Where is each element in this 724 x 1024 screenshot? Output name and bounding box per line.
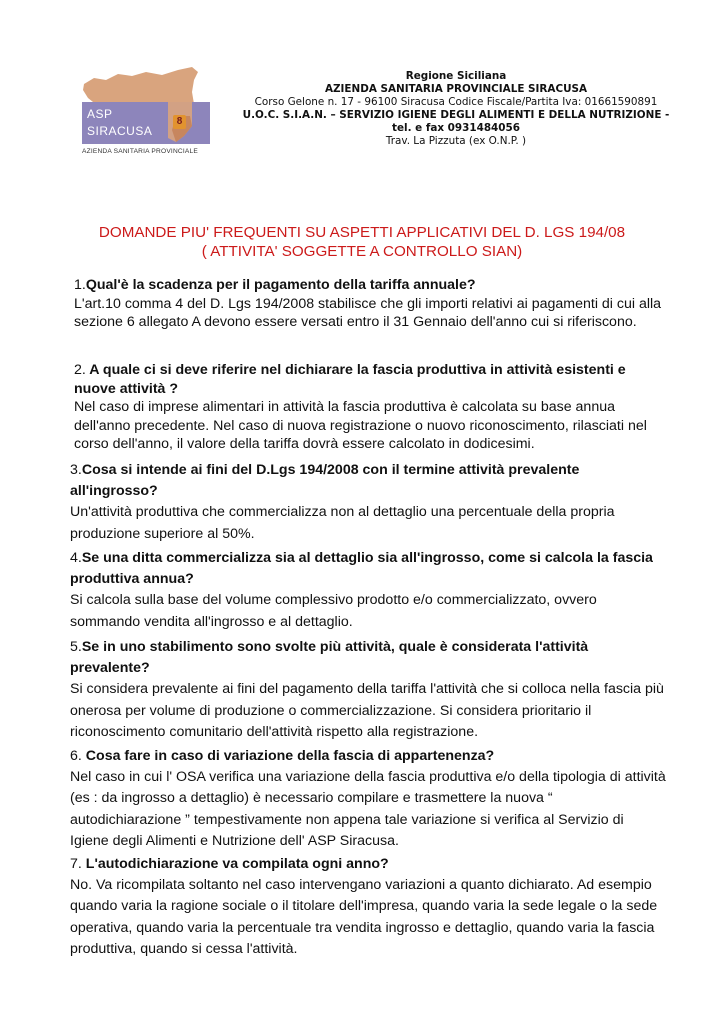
faq-answer: Nel caso in cui l' OSA verifica una variazione della fascia produttiva e/o della tipologia di attività (es : da ingrosso a dettaglio) è necessario compilare e trasmettere la nuova “ autodichiarazione ” tempestivamente non appena tale variazione si verifica al Servizio di Igiene degli Alimenti e Nutrizione dell' ASP Siracusa. — [70, 769, 666, 849]
region-name: Regione Siciliana — [405, 70, 507, 82]
faq-item-5 — [70, 637, 666, 743]
logo-tagline: AZIENDA SANITARIA PROVINCIALE — [82, 148, 198, 155]
faq-number: 2. — [74, 362, 86, 378]
faq-question-text: L'autodichiarazione va compilata ogni anno? — [85, 856, 389, 872]
faq-item-1 — [70, 276, 666, 332]
faq-question-text: Se in uno stabilimento sono svolte più attività, quale è considerata l'attività prevalente? — [70, 639, 589, 677]
page-title — [70, 223, 654, 261]
faq-item-3 — [70, 460, 666, 545]
logo-badge: 8 — [173, 115, 186, 129]
faq-question — [70, 460, 666, 502]
faq-question-text: A quale ci si deve riferire nel dichiarare la fascia produttiva in attività esistenti e nuove attività ? — [74, 362, 626, 397]
faq-item-6 — [70, 746, 666, 852]
faq-item-2 — [70, 361, 666, 454]
faq-answer: Si considera prevalente ai fini del pagamento della tariffa l'attività che si colloca nella fascia più onerosa per volume di produzione o commercializzazione. Si considera prioritario il riconoscimento comunitario dell'attività rispetto alla registrazione. — [70, 681, 664, 740]
logo-line-1: ASP — [87, 107, 113, 121]
faq-question — [70, 361, 666, 398]
phone-number: tel. e fax 0931484056 — [392, 122, 520, 134]
faq-number: 4. — [70, 550, 82, 566]
faq-item-4 — [70, 548, 666, 633]
faq-item-7 — [70, 854, 666, 960]
title-line-2: ( ATTIVITA' SOGGETTE A CONTROLLO SIAN) — [201, 243, 523, 260]
faq-number: 6. — [70, 748, 82, 764]
faq-answer: Un'attività produttiva che commercializza non al dettaglio una percentuale della propria produzione superiore al 50%. — [70, 504, 615, 542]
faq-question-text: Qual'è la scadenza per il pagamento della tariffa annuale? — [85, 277, 476, 293]
faq-number: 5. — [70, 639, 82, 655]
logo-line-2: SIRACUSA — [87, 124, 153, 138]
agency-name: AZIENDA SANITARIA PROVINCIALE SIRACUSA — [324, 83, 588, 95]
faq-question — [70, 854, 666, 875]
faq-answer: Nel caso di imprese alimentari in attività la fascia produttiva è calcolata su base annua dell'anno precedente. Nel caso di nuova registrazione o nuovo riconoscimento, rilasciati nel corso dell'anno, il valore della tariffa dovrà essere calcolato in dodicesimi. — [74, 399, 647, 453]
faq-question-text: Se una ditta commercializza sia al dettaglio sia all'ingrosso, come si calcola la fascia produttiva annua? — [70, 550, 653, 588]
faq-answer: L'art.10 comma 4 del D. Lgs 194/2008 stabilisce che gli importi relativi ai pagamenti di cui alla sezione 6 allegato A devono essere versati entro il 31 Gennaio dell'anno cui si riferiscono. — [74, 295, 662, 331]
title-line-1: DOMANDE PIU' FREQUENTI SU ASPETTI APPLICATIVI DEL D. LGS 194/08 — [98, 224, 626, 241]
faq-question — [70, 548, 666, 590]
faq-question — [70, 276, 666, 295]
faq-question-text: Cosa si intende ai fini del D.Lgs 194/2008 con il termine attività prevalente all'ingrosso? — [70, 462, 580, 500]
office-location: Trav. La Pizzuta (ex O.N.P. ) — [385, 135, 527, 147]
faq-number: 1. — [74, 277, 86, 293]
faq-question — [70, 637, 666, 679]
asp-siracusa-logo — [80, 64, 212, 164]
faq-question — [70, 746, 666, 767]
agency-address: Corso Gelone n. 17 - 96100 Siracusa Codice Fiscale/Partita Iva: 01661590891 — [254, 96, 658, 108]
letterhead — [214, 70, 698, 148]
unit-name: U.O.C. S.I.A.N. – SERVIZIO IGIENE DEGLI ALIMENTI E DELLA NUTRIZIONE - — [242, 109, 670, 121]
faq-question-text: Cosa fare in caso di variazione della fascia di appartenenza? — [85, 748, 495, 764]
faq-number: 3. — [70, 462, 82, 478]
faq-number: 7. — [70, 856, 82, 872]
faq-answer: No. Va ricompilata soltanto nel caso intervengano variazioni a quanto dichiarato. Ad esempio quando varia la ragione sociale o il titolare dell'impresa, quando varia la sede legale o la sede operativa, quando varia la percentuale tra vendita ingrosso e dettaglio, quando varia la fascia produttiva, quando si cessa l'attività. — [70, 877, 658, 957]
faq-answer: Si calcola sulla base del volume complessivo prodotto e/o commercializzato, ovvero sommando vendita all'ingrosso e al dettaglio. — [70, 592, 597, 630]
